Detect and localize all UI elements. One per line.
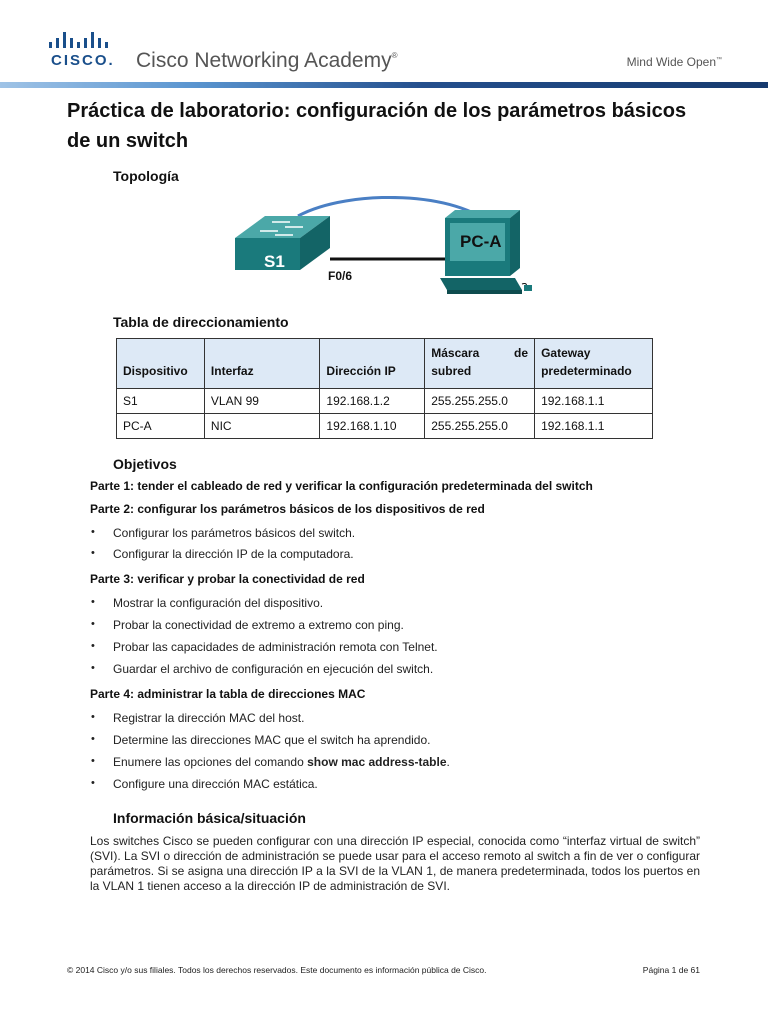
col-header-device: Dispositivo <box>117 339 205 389</box>
port-label: F0/6 <box>328 269 353 283</box>
command-name: show mac address-table <box>307 755 447 769</box>
footer-copyright: © 2014 Cisco y/o sus filiales. Todos los derechos reservados. Este documento es información pública de Cisco. <box>67 965 487 975</box>
cell-mask: 255.255.255.0 <box>425 389 535 414</box>
topology-diagram <box>230 196 540 298</box>
cell-device: S1 <box>117 389 205 414</box>
part-4-heading: Parte 4: administrar la tabla de direcciones MAC <box>90 687 366 701</box>
list-item: • Configurar la dirección IP de la computadora. <box>113 547 354 561</box>
part-3-heading: Parte 3: verificar y probar la conectividad de red <box>90 572 365 586</box>
col-header-ip: Dirección IP <box>320 339 425 389</box>
cell-ip: 192.168.1.10 <box>320 414 425 439</box>
tagline: Mind Wide Open™ <box>626 55 722 69</box>
background-heading: Información básica/situación <box>113 810 306 826</box>
academy-name: Cisco Networking Academy® <box>136 49 398 72</box>
topology-heading: Topología <box>113 168 179 184</box>
cell-interface: VLAN 99 <box>204 389 320 414</box>
list-item: • Probar la conectividad de extremo a extremo con ping. <box>113 618 404 632</box>
addressing-table <box>116 338 653 439</box>
document-title: Práctica de laboratorio: configuración de los parámetros básicos de un switch <box>67 100 687 152</box>
page-number: Página 1 de 61 <box>642 965 700 975</box>
list-item: • Registrar la dirección MAC del host. <box>113 711 304 725</box>
header-divider-bar <box>0 82 768 88</box>
table-header-row <box>117 339 653 389</box>
pc-label: PC-A <box>460 232 502 251</box>
list-item: • Guardar el archivo de configuración en ejecución del switch. <box>113 662 433 676</box>
list-item: • Probar las capacidades de administración remota con Telnet. <box>113 640 438 654</box>
table-row <box>117 414 653 439</box>
part-1-heading: Parte 1: tender el cableado de red y verificar la configuración predeterminada del switch <box>90 479 593 493</box>
part-2-heading: Parte 2: configurar los parámetros básicos de los dispositivos de red <box>90 502 485 516</box>
col-header-gateway: Gateway predeterminado <box>535 339 653 389</box>
pc-icon <box>440 210 532 294</box>
table-heading: Tabla de direccionamiento <box>113 314 289 330</box>
switch-label: S1 <box>264 252 285 271</box>
cisco-wordmark: CISCO. <box>51 52 115 69</box>
col-header-interface: Interfaz <box>204 339 320 389</box>
list-item: • Enumere las opciones del comando show mac address-table. <box>113 755 450 769</box>
list-item: • Mostrar la configuración del dispositivo. <box>113 596 323 610</box>
cell-device: PC-A <box>117 414 205 439</box>
cell-gateway: 192.168.1.1 <box>535 389 653 414</box>
background-paragraph: Los switches Cisco se pueden configurar con una dirección IP especial, conocida como “interfaz virtual de switch” (SVI). La SVI o dirección de administración se puede usar para el acceso remoto al switch a fin de ver o configurar parámetros. Si se asigna una dirección IP a la SVI de la VLAN 1, de manera predeterminada, todos los puertos en la VLAN 1 tienen acceso a la dirección IP de administración de SVI. <box>90 834 700 893</box>
col-header-mask: Máscara de subred <box>425 339 535 389</box>
cell-mask: 255.255.255.0 <box>425 414 535 439</box>
list-item: • Determine las direcciones MAC que el switch ha aprendido. <box>113 733 431 747</box>
cell-gateway: 192.168.1.1 <box>535 414 653 439</box>
cell-ip: 192.168.1.2 <box>320 389 425 414</box>
page-header <box>0 0 768 90</box>
list-item: • Configure una dirección MAC estática. <box>113 777 318 791</box>
cell-interface: NIC <box>204 414 320 439</box>
objectives-heading: Objetivos <box>113 456 177 472</box>
table-row <box>117 389 653 414</box>
list-item: • Configurar los parámetros básicos del switch. <box>113 526 355 540</box>
